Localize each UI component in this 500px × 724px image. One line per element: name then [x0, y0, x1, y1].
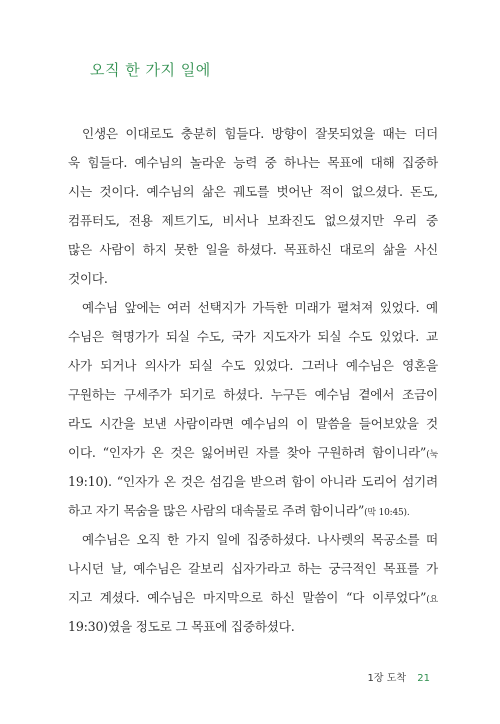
text-line: 것이다. — [68, 271, 108, 286]
body-text — [68, 119, 438, 641]
text-line — [68, 583, 438, 612]
text-line: 수님은 혁명가가 되실 수도, 국가 지도자가 되실 수도 있었다. 교 — [68, 329, 438, 344]
page-number: 21 — [417, 673, 430, 684]
text-line: 욱 힘들다. 예수님의 놀라운 능력 중 하나는 목표에 대해 집중하 — [68, 155, 438, 170]
text-line: 예수님 앞에는 여러 선택지가 가득한 미래가 펼쳐져 있었다. 예 — [82, 300, 438, 315]
citation-john: (요 — [426, 595, 438, 605]
text-line: 구원하는 구세주가 되기로 하셨다. 누구든 예수님 곁에서 조금이 — [68, 387, 438, 402]
citation-mark: (막 10:45). — [364, 508, 410, 518]
text-line: 컴퓨터도, 전용 제트기도, 비서나 보좌진도 없으셨지만 우리 중 — [68, 213, 438, 228]
text-line: 사가 되거나 의사가 되실 수도 있었다. 그러나 예수님은 영혼을 — [68, 358, 438, 373]
text-line: 인생은 이대로도 충분히 힘들다. 방향이 잘못되었을 때는 더더 — [82, 126, 438, 141]
text-line — [68, 438, 438, 467]
text-line-main: 이다. “인자가 온 것은 잃어버린 자를 찾아 구원하려 함이니라” — [68, 445, 427, 460]
text-line-main: 지고 계셨다. 예수님은 마지막으로 하신 말씀이 “다 이루었다” — [68, 590, 427, 605]
text-line-main: 하고 자기 목숨을 많은 사람의 대속물로 주려 함이니라” — [68, 503, 365, 518]
text-line: 많은 사람이 하지 못한 일을 하셨다. 목표하신 대로의 삶을 사신 — [68, 242, 438, 257]
citation-luke: (눅 — [426, 450, 438, 460]
text-line: 시는 것이다. 예수님의 삶은 궤도를 벗어난 적이 없으셨다. 돈도, — [68, 184, 438, 199]
text-line: 나시던 날, 예수님은 갈보리 십자가라고 하는 궁극적인 목표를 가 — [68, 561, 438, 576]
text-line: 19:10). “인자가 온 것은 섬김을 받으려 함이 아니라 도리어 섬기려 — [68, 474, 438, 489]
page-footer — [368, 669, 430, 684]
text-line — [68, 496, 438, 525]
chapter-label: 1장 도착 — [367, 673, 407, 684]
text-line: 19:30)였을 정도로 그 목표에 집중하셨다. — [68, 619, 295, 634]
text-line: 예수님은 오직 한 가지 일에 집중하셨다. 나사렛의 목공소를 떠 — [82, 532, 438, 547]
text-line: 라도 시간을 보낸 사람이라면 예수님의 이 말씀을 들어보았을 것 — [68, 416, 438, 431]
section-heading: 오직 한 가지 일에 — [90, 61, 211, 79]
